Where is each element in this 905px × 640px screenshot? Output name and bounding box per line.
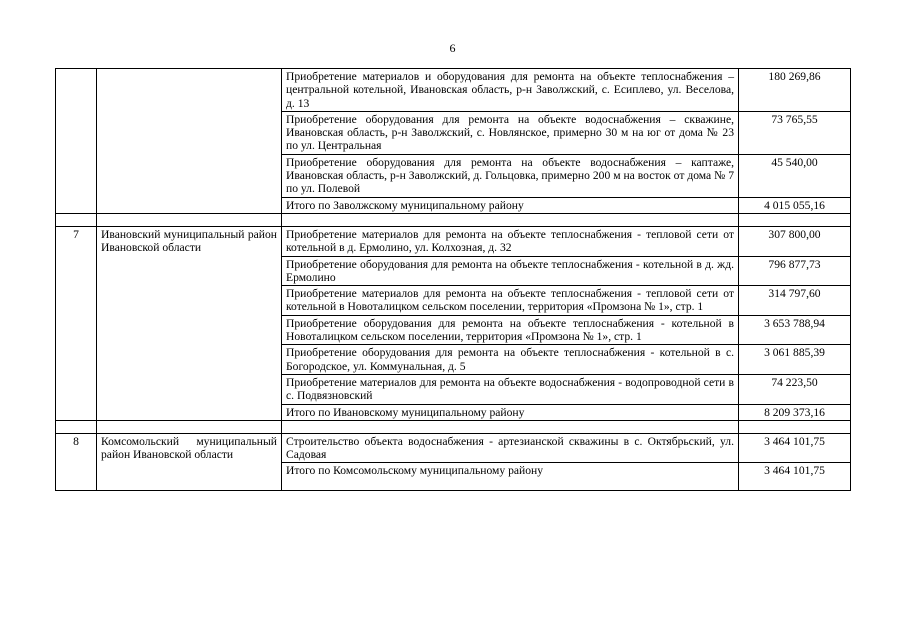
item-description: Строительство объекта водоснабжения - артезианской скважины в с. Октябрьский, ул. Садовая — [282, 433, 739, 463]
total-label: Итого по Комсомольскому муниципальному району — [282, 463, 739, 491]
item-description: Приобретение оборудования для ремонта на объекте теплоснабжения - котельной в д. жд. Ермолино — [282, 256, 739, 286]
table-row — [56, 226, 851, 256]
item-description: Приобретение оборудования для ремонта на объекте теплоснабжения - котельной в Новоталицком сельском поселении, территория «Промзона № 1», стр. 1 — [282, 315, 739, 345]
table-row — [56, 69, 851, 112]
item-description: Приобретение оборудования для ремонта на объекте водоснабжения – каптаже, Ивановская область, р-н Заволжский, д. Гольцовка, примерно 200 м на восток от дома № 7 по ул. Полевой — [282, 154, 739, 197]
table-row — [56, 433, 851, 463]
item-amount: 180 269,86 — [739, 69, 851, 112]
item-description: Приобретение оборудования для ремонта на объекте водоснабжения – скважине, Ивановская область, р-н Заволжский, с. Новлянское, примерно 30 м на юг от дома № 23 по ул. Центральная — [282, 111, 739, 154]
funding-table — [55, 68, 851, 491]
item-amount: 74 223,50 — [739, 374, 851, 404]
row-number: 7 — [56, 226, 97, 420]
item-description: Приобретение материалов для ремонта на объекте теплоснабжения - тепловой сети от котельной в д. Ермолино, ул. Колхозная, д. 32 — [282, 226, 739, 256]
total-label: Итого по Заволжскому муниципальному району — [282, 197, 739, 213]
region-name — [97, 69, 282, 214]
total-label: Итого по Ивановскому муниципальному району — [282, 404, 739, 420]
region-name: Ивановский муниципальный район Ивановской области — [97, 226, 282, 420]
item-amount: 3 464 101,75 — [739, 433, 851, 463]
item-amount: 45 540,00 — [739, 154, 851, 197]
spacer-row — [56, 213, 851, 226]
row-number: 8 — [56, 433, 97, 491]
region-name: Комсомольский муниципальный район Ивановской области — [97, 433, 282, 491]
item-amount: 314 797,60 — [739, 286, 851, 316]
total-amount: 3 464 101,75 — [739, 463, 851, 491]
item-amount: 307 800,00 — [739, 226, 851, 256]
total-amount: 8 209 373,16 — [739, 404, 851, 420]
page-number: 6 — [449, 41, 456, 55]
item-amount: 73 765,55 — [739, 111, 851, 154]
item-amount: 3 061 885,39 — [739, 345, 851, 375]
item-amount: 3 653 788,94 — [739, 315, 851, 345]
item-description: Приобретение материалов и оборудования для ремонта на объекте теплоснабжения – центральной котельной, Ивановская область, р-н Заволжский, с. Есиплево, ул. Веселова, д. 13 — [282, 69, 739, 112]
item-description: Приобретение материалов для ремонта на объекте водоснабжения - водопроводной сети в с. Подвязновский — [282, 374, 739, 404]
item-description: Приобретение оборудования для ремонта на объекте теплоснабжения - котельной в с. Богородское, ул. Коммунальная, д. 5 — [282, 345, 739, 375]
total-amount: 4 015 055,16 — [739, 197, 851, 213]
row-number — [56, 69, 97, 214]
item-description: Приобретение материалов для ремонта на объекте теплоснабжения - тепловой сети от котельной в Новоталицком сельском поселении, территория «Промзона № 1», стр. 1 — [282, 286, 739, 316]
item-amount: 796 877,73 — [739, 256, 851, 286]
spacer-row — [56, 420, 851, 433]
